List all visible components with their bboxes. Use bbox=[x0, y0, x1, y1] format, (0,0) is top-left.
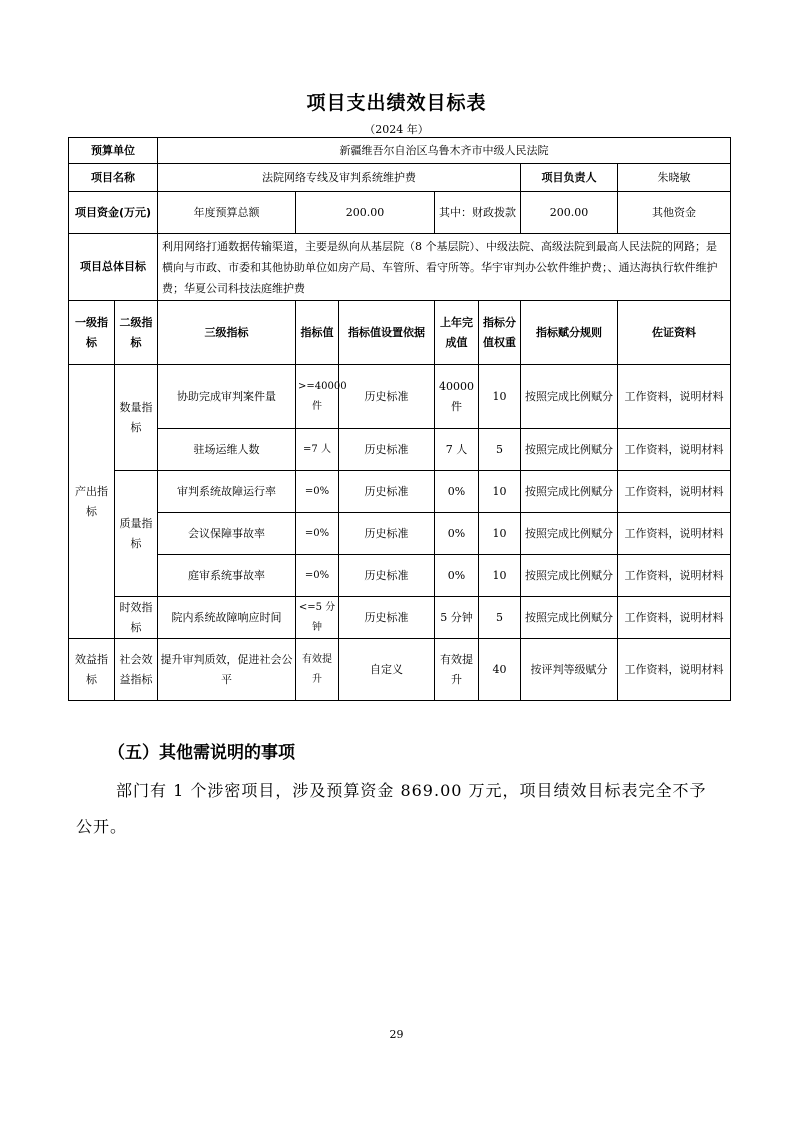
indicator-name: 驻场运维人数 bbox=[158, 429, 296, 471]
indicator-rule: 按照完成比例赋分 bbox=[521, 365, 618, 429]
indicator-last: 7 人 bbox=[435, 429, 479, 471]
header-row bbox=[69, 301, 731, 365]
table-row bbox=[69, 471, 731, 513]
project-label: 项目名称 bbox=[69, 164, 158, 192]
indicator-last: 5 分钟 bbox=[435, 597, 479, 639]
indicator-rule: 按照完成比例赋分 bbox=[521, 429, 618, 471]
header-level3: 三级指标 bbox=[158, 301, 296, 365]
table-row bbox=[69, 429, 731, 471]
table-row bbox=[69, 513, 731, 555]
indicator-evidence: 工作资料，说明材料 bbox=[618, 639, 731, 701]
indicator-weight: 10 bbox=[479, 555, 521, 597]
indicator-value: =7 人 bbox=[296, 429, 339, 471]
indicator-name: 审判系统故障运行率 bbox=[158, 471, 296, 513]
header-value: 指标值 bbox=[296, 301, 339, 365]
group-social: 社会效益指标 bbox=[115, 639, 158, 701]
goal-row bbox=[69, 234, 731, 301]
table-row bbox=[69, 365, 731, 429]
annual-label: 年度预算总额 bbox=[158, 192, 296, 234]
header-rule: 指标赋分规则 bbox=[521, 301, 618, 365]
performance-table bbox=[68, 137, 731, 701]
indicator-value: <=5 分钟 bbox=[296, 597, 339, 639]
indicator-weight: 10 bbox=[479, 365, 521, 429]
project-value: 法院网络专线及审判系统维护费 bbox=[158, 164, 521, 192]
funds-row bbox=[69, 192, 731, 234]
section-heading: （五）其他需说明的事项 bbox=[108, 743, 295, 763]
indicator-name: 庭审系统事故率 bbox=[158, 555, 296, 597]
indicator-evidence: 工作资料，说明材料 bbox=[618, 597, 731, 639]
unit-label: 预算单位 bbox=[69, 138, 158, 164]
indicator-evidence: 工作资料，说明材料 bbox=[618, 555, 731, 597]
leader-value: 朱晓敏 bbox=[618, 164, 731, 192]
header-last-year: 上年完成值 bbox=[435, 301, 479, 365]
indicator-name: 会议保障事故率 bbox=[158, 513, 296, 555]
indicator-rule: 按照完成比例赋分 bbox=[521, 513, 618, 555]
indicator-last: 0% bbox=[435, 471, 479, 513]
indicator-last: 有效提升 bbox=[435, 639, 479, 701]
indicator-name: 协助完成审判案件量 bbox=[158, 365, 296, 429]
fiscal-label: 其中：财政拨款 bbox=[435, 192, 521, 234]
leader-label: 项目负责人 bbox=[521, 164, 618, 192]
indicator-rule: 按评判等级赋分 bbox=[521, 639, 618, 701]
indicator-last: 0% bbox=[435, 513, 479, 555]
indicator-evidence: 工作资料，说明材料 bbox=[618, 471, 731, 513]
goal-text: 利用网络打通数据传输渠道，主要是纵向从基层院（8 个基层院）、中级法院、高级法院到最高人民法院的网路；是横向与市政、市委和其他协助单位如房产局、车管所、看守所等。华宇审判办公软件维护费；、通达海执行软件维护费；华夏公司科技法庭维护费 bbox=[158, 234, 731, 301]
indicator-last: 0% bbox=[435, 555, 479, 597]
indicator-last: 40000件 bbox=[435, 365, 479, 429]
indicator-rule: 按照完成比例赋分 bbox=[521, 555, 618, 597]
header-basis: 指标值设置依据 bbox=[339, 301, 435, 365]
indicator-basis: 历史标准 bbox=[339, 555, 435, 597]
header-evidence: 佐证资料 bbox=[618, 301, 731, 365]
group-quantity: 数量指标 bbox=[115, 365, 158, 471]
indicator-value: =0% bbox=[296, 471, 339, 513]
indicator-weight: 10 bbox=[479, 513, 521, 555]
indicator-basis: 历史标准 bbox=[339, 429, 435, 471]
indicator-rule: 按照完成比例赋分 bbox=[521, 471, 618, 513]
table-row bbox=[69, 555, 731, 597]
indicator-basis: 自定义 bbox=[339, 639, 435, 701]
indicator-name: 提升审判质效，促进社会公平 bbox=[158, 639, 296, 701]
indicator-evidence: 工作资料，说明材料 bbox=[618, 429, 731, 471]
indicator-value: =0% bbox=[296, 513, 339, 555]
indicator-value: =0% bbox=[296, 555, 339, 597]
table-row bbox=[69, 639, 731, 701]
group-timeliness: 时效指标 bbox=[115, 597, 158, 639]
page-number: 29 bbox=[389, 1028, 404, 1041]
goal-label: 项目总体目标 bbox=[69, 234, 158, 301]
indicator-value: 有效提升 bbox=[296, 639, 339, 701]
indicator-weight: 40 bbox=[479, 639, 521, 701]
year-label: （2024 年） bbox=[364, 123, 429, 136]
indicator-rule: 按照完成比例赋分 bbox=[521, 597, 618, 639]
group-output: 产出指标 bbox=[69, 365, 115, 639]
indicator-evidence: 工作资料，说明材料 bbox=[618, 365, 731, 429]
indicator-weight: 5 bbox=[479, 597, 521, 639]
indicator-basis: 历史标准 bbox=[339, 365, 435, 429]
group-effect: 效益指标 bbox=[69, 639, 115, 701]
other-label: 其他资金 bbox=[618, 192, 731, 234]
funds-label: 项目资金(万元) bbox=[69, 192, 158, 234]
page-title: 项目支出绩效目标表 bbox=[306, 92, 487, 114]
indicator-evidence: 工作资料，说明材料 bbox=[618, 513, 731, 555]
table-row bbox=[69, 597, 731, 639]
indicator-weight: 10 bbox=[479, 471, 521, 513]
indicator-value: >=40000 件 bbox=[296, 365, 339, 429]
group-quality: 质量指标 bbox=[115, 471, 158, 597]
section-body: 部门有 1 个涉密项目，涉及预算资金 869.00 万元，项目绩效目标表完全不予公开。 bbox=[76, 781, 707, 836]
unit-row bbox=[69, 138, 731, 164]
annual-value: 200.00 bbox=[296, 192, 435, 234]
indicator-weight: 5 bbox=[479, 429, 521, 471]
header-weight: 指标分值权重 bbox=[479, 301, 521, 365]
header-level2: 二级指标 bbox=[115, 301, 158, 365]
header-level1: 一级指标 bbox=[69, 301, 115, 365]
unit-value: 新疆维吾尔自治区乌鲁木齐市中级人民法院 bbox=[158, 138, 731, 164]
indicator-basis: 历史标准 bbox=[339, 597, 435, 639]
indicator-basis: 历史标准 bbox=[339, 471, 435, 513]
fiscal-value: 200.00 bbox=[521, 192, 618, 234]
indicator-basis: 历史标准 bbox=[339, 513, 435, 555]
indicator-name: 院内系统故障响应时间 bbox=[158, 597, 296, 639]
project-row bbox=[69, 164, 731, 192]
